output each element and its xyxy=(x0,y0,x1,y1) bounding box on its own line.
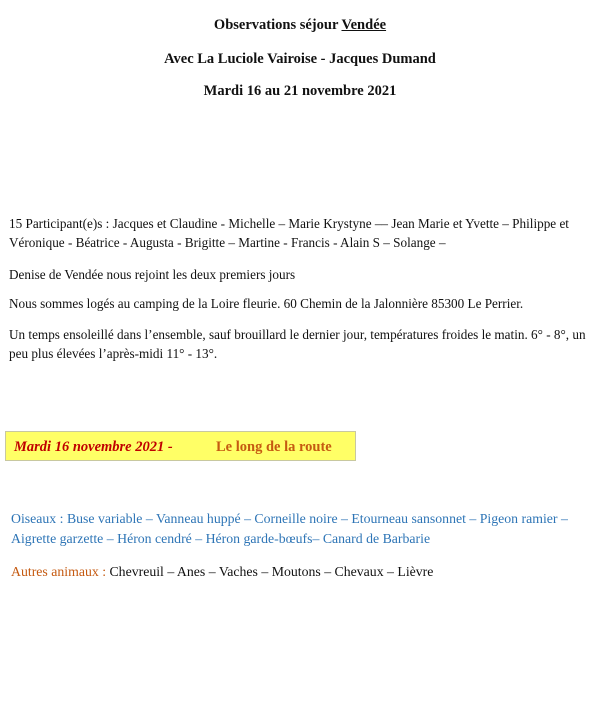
day-date: Mardi 16 novembre 2021 - xyxy=(14,439,173,455)
document-title xyxy=(0,16,600,34)
day-heading-highlight xyxy=(5,431,356,461)
birds-observation xyxy=(11,509,593,549)
participants-paragraph: 15 Participant(e)s : Jacques et Claudine - Michelle – Marie Krystyne –– Jean Marie et Yvette – Philippe et Véronique - Béatrice - Augusta - Brigitte – Martine - Francis - Alain S – Solange – xyxy=(9,216,569,250)
day-place: Le long de la route xyxy=(216,439,332,455)
title-place: Vendée xyxy=(341,17,387,33)
other-animals-label: Autres animaux : xyxy=(11,564,110,579)
document-subtitle: Avec La Luciole Vairoise - Jacques Dumand xyxy=(164,51,436,67)
other-animals-list: Chevreuil – Anes – Vaches – Moutons – Chevaux – Lièvre xyxy=(109,564,434,579)
guest-paragraph: Denise de Vendée nous rejoint les deux premiers jours xyxy=(9,267,296,282)
title-prefix: Observations séjour xyxy=(213,17,342,33)
other-animals-observation xyxy=(11,562,593,582)
lodging-paragraph: Nous sommes logés au camping de la Loire fleurie. 60 Chemin de la Jalonnière 85300 Le Perrier. xyxy=(9,296,524,311)
birds-list: Buse variable – Vanneau huppé – Corneille noire – Etourneau sansonnet – Pigeon ramier – Aigrette garzette – Héron cendré – Héron garde-bœufs– Canard de Barbarie xyxy=(11,511,568,546)
weather-paragraph: Un temps ensoleillé dans l’ensemble, sauf brouillard le dernier jour, températures froides le matin. 6° - 8°, un peu plus élevées l’après-midi 11° - 13°. xyxy=(9,327,586,361)
birds-label: Oiseaux : xyxy=(11,511,67,526)
document-dates: Mardi 16 au 21 novembre 2021 xyxy=(203,83,397,99)
